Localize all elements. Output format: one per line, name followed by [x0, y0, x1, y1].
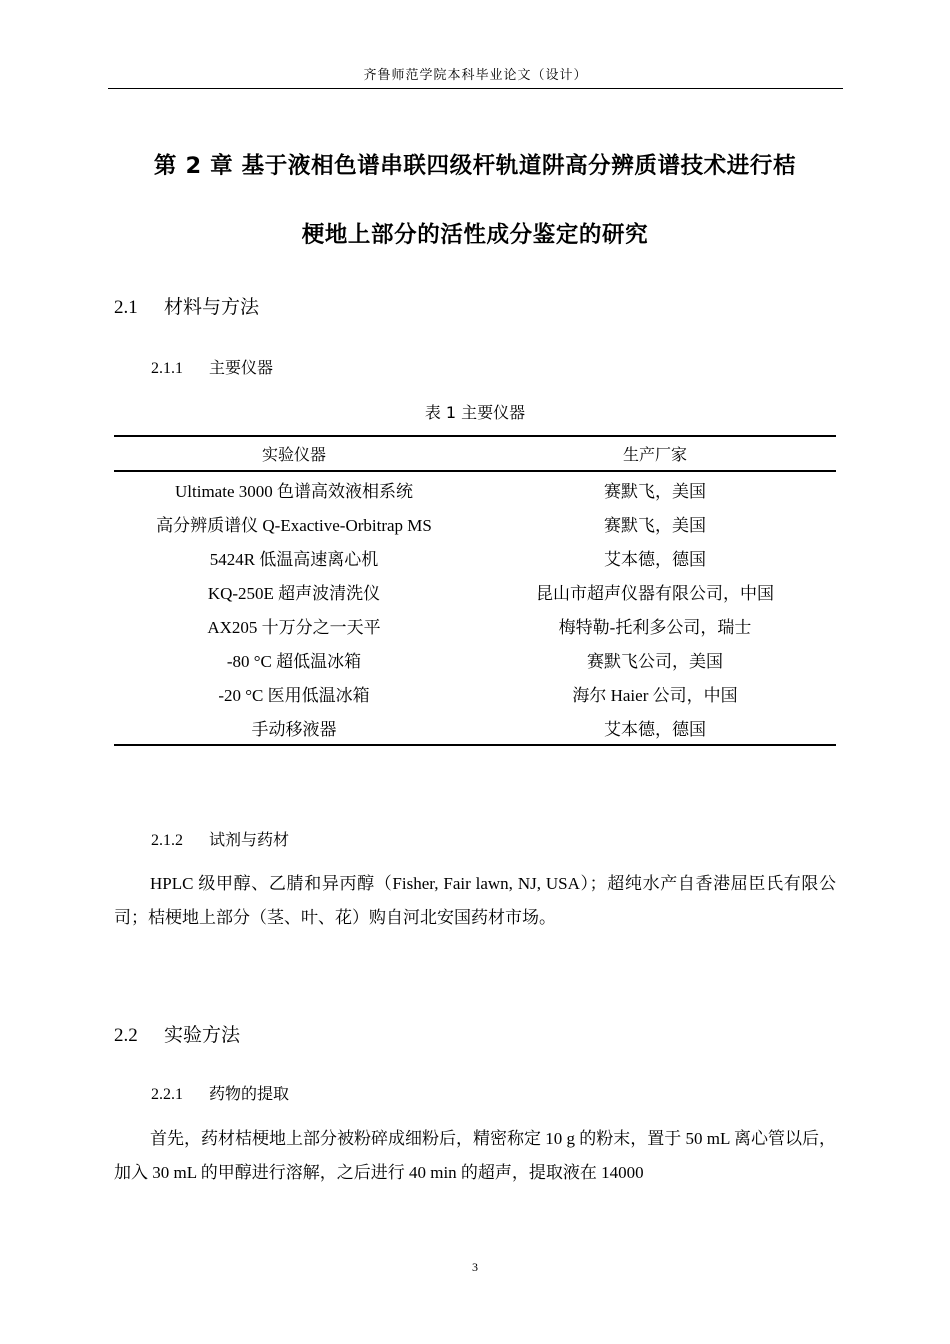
- instrument-cell: -80 °C 超低温冰箱: [226, 651, 362, 671]
- manufacturer-cell: 赛默飞，美国: [604, 515, 706, 535]
- section-heading-2-1: [114, 292, 259, 319]
- table-row: [114, 710, 836, 745]
- column-header-manufacturer: 生产厂家: [474, 436, 836, 471]
- header-rule: [108, 88, 843, 89]
- manufacturer-cell: 赛默飞公司，美国: [587, 651, 723, 671]
- subsection-number: 2.2.1: [151, 1086, 183, 1103]
- subsection-heading-2-1-1: [151, 355, 273, 378]
- subsection-number: 2.1.2: [151, 832, 183, 849]
- table-row: [114, 574, 836, 608]
- instruments-table: [114, 435, 836, 746]
- section-title: 实验方法: [164, 1024, 241, 1046]
- subsection-title: 主要仪器: [209, 358, 274, 377]
- table-row: [114, 676, 836, 710]
- reagents-paragraph: HPLC 级甲醇、乙腈和异丙醇（Fisher, Fair lawn, NJ, USA）；超纯水产自香港屈臣氏有限公司；桔梗地上部分（茎、叶、花）购自河北安国药材市场。: [114, 874, 836, 927]
- instrument-cell: Ultimate 3000 色谱高效液相系统: [175, 481, 413, 501]
- chapter-title-line-2: 梗地上部分的活性成分鉴定的研究: [301, 222, 649, 248]
- table-header-row: [114, 436, 836, 471]
- table-row: [114, 540, 836, 574]
- table-row: [114, 471, 836, 506]
- table-row: [114, 506, 836, 540]
- table-caption: 表 1 主要仪器: [424, 403, 526, 422]
- subsection-title: 药物的提取: [209, 1084, 290, 1103]
- instrument-cell: 5424R 低温高速离心机: [209, 549, 379, 569]
- subsection-heading-2-1-2: [151, 827, 289, 850]
- table-row: [114, 642, 836, 676]
- manufacturer-cell: 艾本德，德国: [474, 710, 836, 745]
- table-row: [114, 608, 836, 642]
- instrument-cell: KQ-250E 超声波清洗仪: [207, 583, 381, 603]
- section-number: 2.1: [114, 297, 138, 318]
- instrument-cell: -20 °C 医用低温冰箱: [218, 685, 370, 705]
- manufacturer-cell: 梅特勒-托利多公司，瑞士: [558, 617, 752, 637]
- manufacturer-cell: 海尔 Haier 公司，中国: [572, 685, 738, 705]
- section-number: 2.2: [114, 1025, 138, 1046]
- instrument-cell: AX205 十万分之一天平: [207, 617, 381, 637]
- instrument-cell: 高分辨质谱仪 Q-Exactive-Orbitrap MS: [156, 515, 432, 535]
- subsection-title: 试剂与药材: [209, 830, 290, 849]
- subsection-heading-2-2-1: [151, 1081, 289, 1104]
- running-header: 齐鲁师范学院本科毕业论文（设计）: [363, 68, 588, 83]
- section-title: 材料与方法: [164, 296, 260, 318]
- extraction-paragraph: 首先，药材桔梗地上部分被粉碎成细粉后，精密称定 10 g 的粉末，置于 50 mL 离心管以后，加入 30 mL 的甲醇进行溶解，之后进行 40 min 的超声，提取液在 14000: [114, 1129, 836, 1182]
- instrument-cell: 手动移液器: [114, 710, 474, 745]
- column-header-instrument: 实验仪器: [114, 436, 474, 471]
- section-heading-2-2: [114, 1020, 240, 1047]
- manufacturer-cell: 艾本德，德国: [604, 549, 706, 569]
- chapter-title-line-1: 第 2 章 基于液相色谱串联四级杆轨道阱高分辨质谱技术进行桔: [153, 153, 797, 179]
- manufacturer-cell: 昆山市超声仪器有限公司，中国: [536, 583, 774, 603]
- subsection-number: 2.1.1: [151, 360, 183, 377]
- manufacturer-cell: 赛默飞，美国: [604, 481, 706, 501]
- page-number: 3: [472, 1260, 478, 1274]
